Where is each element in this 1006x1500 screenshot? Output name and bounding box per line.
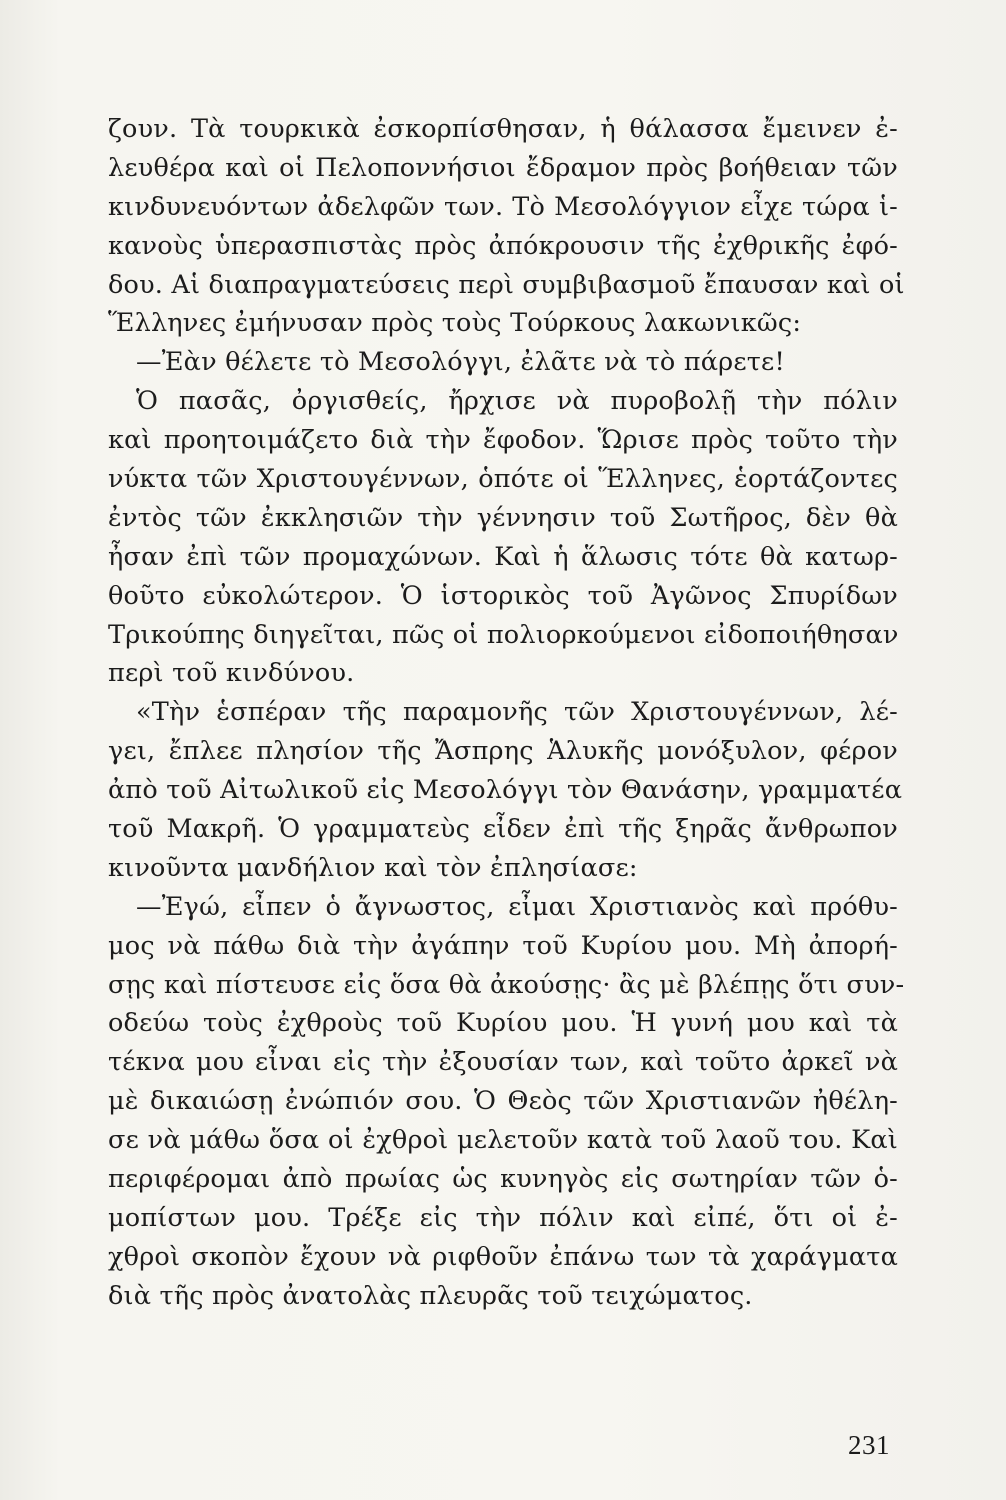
text-line: «Τὴν ἑσπέραν τῆς παραμονῆς τῶν Χριστουγέννων, λέ- bbox=[136, 697, 898, 728]
text-line: περὶ τοῦ κινδύνου. bbox=[108, 658, 355, 689]
text-line: γει, ἔπλεε πλησίον τῆς Ἄσπρης Ἁλυκῆς μονόξυλον, φέρον bbox=[108, 736, 898, 767]
text-line: λευθέρα καὶ οἱ Πελοποννήσιοι ἔδραμον πρὸς βοήθειαν τῶν bbox=[108, 152, 898, 183]
text-line: σε νὰ μάθω ὅσα οἱ ἐχθροὶ μελετοῦν κατὰ τοῦ λαοῦ του. Καὶ bbox=[108, 1125, 898, 1156]
text-line: κινδυνευόντων ἀδελφῶν των. Τὸ Μεσολόγγιον εἶχε τώρα ἱ- bbox=[108, 191, 898, 222]
text-line: μος νὰ πάθω διὰ τὴν ἀγάπην τοῦ Κυρίου μου. Μὴ ἀπορή- bbox=[108, 930, 898, 961]
text-line: Ἕλληνες ἐμήνυσαν πρὸς τοὺς Τούρκους λακωνικῶς: bbox=[108, 308, 802, 339]
text-line: ζουν. Τὰ τουρκικὰ ἐσκορπίσθησαν, ἡ θάλασσα ἔμεινεν ἐ- bbox=[108, 114, 898, 144]
text-line: κινοῦντα μανδήλιον καὶ τὸν ἐπλησίασε: bbox=[108, 852, 638, 883]
text-line: τέκνα μου εἶναι εἰς τὴν ἐξουσίαν των, καὶ τοῦτο ἀρκεῖ νὰ bbox=[108, 1047, 898, 1078]
text-line: Τρικούπης διηγεῖται, πῶς οἱ πολιορκούμενοι εἰδοποιήθησαν bbox=[108, 619, 899, 650]
text-line: σῃς καὶ πίστευσε εἰς ὅσα θὰ ἀκούσῃς· ἂς μὲ βλέπῃς ὅτι συν- bbox=[108, 969, 905, 1000]
text-line: —Ἐγώ, εἶπεν ὁ ἄγνωστος, εἶμαι Χριστιανὸς καὶ πρόθυ- bbox=[136, 891, 898, 922]
text-line: νύκτα τῶν Χριστουγέννων, ὁπότε οἱ Ἕλληνες, ἑορτάζοντες bbox=[108, 464, 898, 495]
text-line: διὰ τῆς πρὸς ἀνατολὰς πλευρᾶς τοῦ τειχώματος. bbox=[108, 1280, 753, 1311]
text-line: ἀπὸ τοῦ Αἰτωλικοῦ εἰς Μεσολόγγι τὸν Θανάσην, γραμματέα bbox=[108, 775, 903, 806]
text-line: καὶ προητοιμάζετο διὰ τὴν ἔφοδον. Ὥρισε πρὸς τοῦτο τὴν bbox=[108, 425, 898, 456]
text-line: τοῦ Μακρῆ. Ὁ γραμματεὺς εἶδεν ἐπὶ τῆς ξηρᾶς ἄνθρωπον bbox=[108, 814, 898, 845]
text-line: μοπίστων μου. Τρέξε εἰς τὴν πόλιν καὶ εἰπέ, ὅτι οἱ ἐ- bbox=[108, 1202, 898, 1233]
text-line: —Ἐὰν θέλετε τὸ Μεσολόγγι, ἐλᾶτε νὰ τὸ πάρετε! bbox=[136, 347, 785, 378]
text-line: ἦσαν ἐπὶ τῶν προμαχώνων. Καὶ ἡ ἅλωσις τότε θὰ κατωρ- bbox=[108, 541, 898, 572]
text-line: χθροὶ σκοπὸν ἔχουν νὰ ριφθοῦν ἐπάνω των τὰ χαράγματα bbox=[108, 1241, 898, 1272]
text-line: δου. Αἱ διαπραγματεύσεις περὶ συμβιβασμοῦ ἔπαυσαν καὶ οἱ bbox=[108, 269, 905, 300]
page-number: 231 bbox=[848, 1430, 890, 1460]
body-text bbox=[108, 110, 905, 1316]
text-line: περιφέρομαι ἀπὸ πρωίας ὡς κυνηγὸς εἰς σωτηρίαν τῶν ὁ- bbox=[108, 1164, 898, 1195]
text-line: ἐντὸς τῶν ἐκκλησιῶν τὴν γέννησιν τοῦ Σωτῆρος, δὲν θὰ bbox=[108, 502, 898, 533]
text-line: κανοὺς ὑπερασπιστὰς πρὸς ἀπόκρουσιν τῆς ἐχθρικῆς ἐφό- bbox=[108, 230, 898, 261]
text-line: Ὁ πασᾶς, ὀργισθείς, ἤρχισε νὰ πυροβολῇ τὴν πόλιν bbox=[136, 386, 898, 417]
text-line: μὲ δικαιώσῃ ἐνώπιόν σου. Ὁ Θεὸς τῶν Χριστιανῶν ἠθέλη- bbox=[108, 1086, 898, 1117]
text-line: θοῦτο εὐκολώτερον. Ὁ ἱστορικὸς τοῦ Ἀγῶνος Σπυρίδων bbox=[108, 580, 898, 611]
text-line: οδεύω τοὺς ἐχθροὺς τοῦ Κυρίου μου. Ἡ γυνή μου καὶ τὰ bbox=[108, 1008, 898, 1039]
